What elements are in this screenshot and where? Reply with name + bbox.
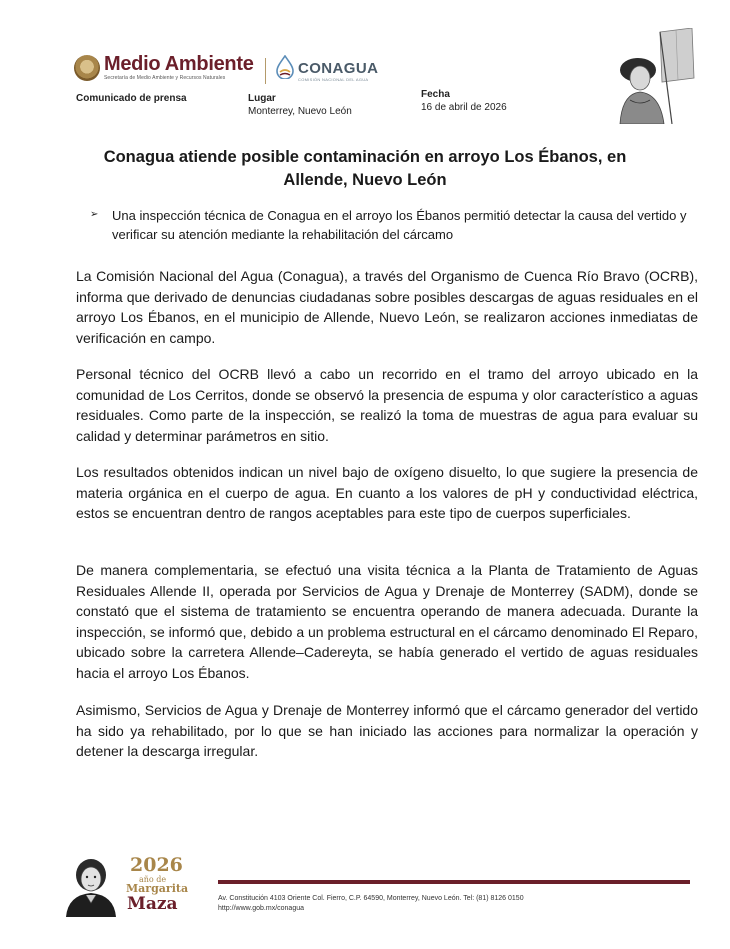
body-paragraph: Los resultados obtenidos indican un nivel bajo de oxígeno disuelto, lo que sugiere la presencia de materia orgánica en el cuerpo de agua. En cuanto a los valores de pH y conductividad eléctrica, estos se encuentran dentro de rangos aceptables para este tipo de cuerpos superficiales. (76, 464, 698, 521)
logo-divider (265, 58, 266, 84)
press-release-title: Conagua atiende posible contaminación en arroyo Los Ébanos, en Allende, Nuevo León (103, 148, 627, 189)
footer-year-caption: año de (139, 875, 167, 884)
footer-address: Av. Constitución 4103 Oriente Col. Fierro, C.P. 64590, Monterrey, Nuevo León. Tel: (81) 8126 0150 (218, 895, 524, 902)
footer-honoree-first: Margarita (126, 882, 189, 895)
place-value: Monterrey, Nuevo León (248, 106, 352, 117)
body-paragraph: De manera complementaria, se efectuó una visita técnica a la Planta de Tratamiento de Aguas Residuales Allende II, operada por Servicios de Agua y Drenaje de Monterrey (SADM), donde se constató que el sistema de tratamiento se encuentra operando de manera adecuada. Durante la inspección, se informó que, debido a un problema estructural en el cárcamo denominado El Reparo, ubicado sobre la carretera Allende–Cadereyta, se había generado el vertido de aguas residuales hacia el arroyo Los Ébanos. (76, 562, 698, 681)
medio-ambiente-subtitle: Secretaría de Medio Ambiente y Recursos Naturales (104, 75, 226, 81)
conagua-logo: CONAGUA (298, 60, 379, 77)
summary-bullet: Una inspección técnica de Conagua en el arroyo los Ébanos permitió detectar la causa del vertido y verificar su atención mediante la rehabilitación del cárcamo (112, 208, 687, 242)
body-paragraph: Personal técnico del OCRB llevó a cabo un recorrido en el tramo del arroyo ubicado en la comunidad de Los Cerritos, donde se observó la presencia de espuma y olor característico a aguas residuales. Como parte de la inspección, se realizó la toma de muestras de agua para evaluar su calidad y determinar parámetros en sitio. (76, 366, 698, 444)
body-paragraph: Asimismo, Servicios de Agua y Drenaje de Monterrey informó que el cárcamo generador del vertido ha sido ya rehabilitado, por lo que se han iniciado las acciones para normalizar la operación y detener la descarga irregular. (76, 702, 698, 759)
semarnat-seal-icon (74, 55, 100, 81)
doc-type-label: Comunicado de prensa (76, 93, 187, 104)
medio-ambiente-logo: Medio Ambiente (104, 53, 254, 75)
date-value: 16 de abril de 2026 (421, 102, 507, 113)
date-label: Fecha (421, 89, 450, 100)
bullet-arrow-icon: ➢ (90, 209, 99, 220)
body-paragraph: La Comisión Nacional del Agua (Conagua), a través del Organismo de Cuenca Río Bravo (OCRB), informa que derivado de denuncias ciudadanas sobre posibles descargas de aguas residuales en el arroyo Los Ébanos, en el municipio de Allende, Nuevo León, se realizaron acciones inmediatas de verificación en campo. (76, 268, 698, 346)
historical-figure-illustration (600, 28, 696, 124)
conagua-drop-icon (274, 55, 296, 79)
footer-honoree-last: Maza (127, 894, 178, 914)
footer-divider (218, 880, 690, 884)
footer-url-link[interactable]: http://www.gob.mx/conagua (218, 905, 304, 912)
conagua-subtitle: COMISIÓN NACIONAL DEL AGUA (298, 77, 369, 82)
margarita-maza-portrait (60, 855, 122, 917)
footer-year: 2026 (130, 854, 183, 876)
place-label: Lugar (248, 93, 276, 104)
